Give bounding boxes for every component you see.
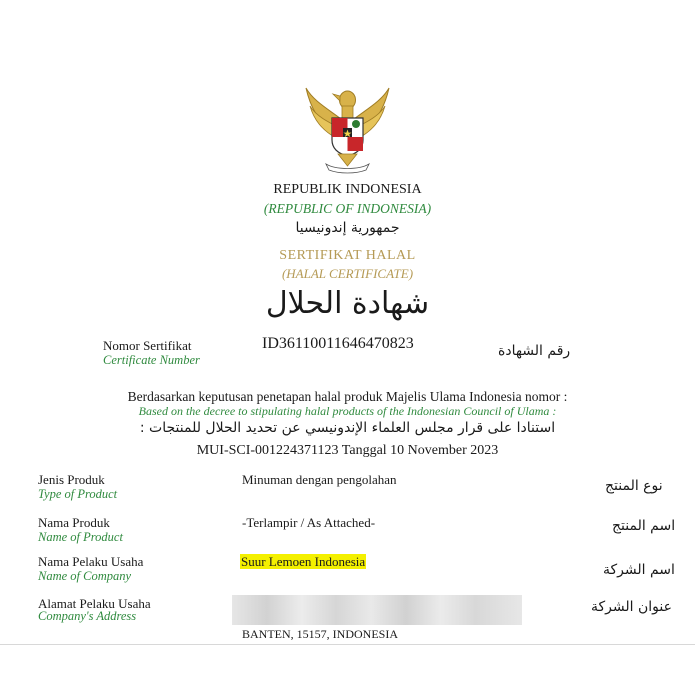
certificate-number-label-en: Certificate Number xyxy=(103,353,200,367)
certificate-number: ID36110011646470823 xyxy=(262,335,414,352)
company-name-label-ar: اسم الشركة xyxy=(603,562,675,578)
country-title: REPUBLIK INDONESIA xyxy=(273,182,422,197)
decree-text-en: Based on the decree to stipulating halal products of the Indonesian Council of Ulama : xyxy=(138,404,557,418)
certificate-title: SERTIFIKAT HALAL xyxy=(279,248,416,263)
company-address-label: Alamat Pelaku Usaha xyxy=(38,596,151,611)
certificate-title-ar: شهادة الحلال xyxy=(265,286,430,321)
certificate-title-en: (HALAL CERTIFICATE) xyxy=(281,266,414,281)
product-type-label-en: Type of Product xyxy=(38,487,118,501)
decree-text: Berdasarkan keputusan penetapan halal produk Majelis Ulama Indonesia nomor : xyxy=(127,389,568,404)
company-address-label-ar: عنوان الشركة xyxy=(591,599,672,615)
product-name-value: -Terlampir / As Attached- xyxy=(242,515,376,530)
address-redacted-blur xyxy=(232,595,522,625)
product-name-label: Nama Produk xyxy=(38,515,110,530)
product-name-label-ar: اسم المنتج xyxy=(612,518,676,534)
company-address-label-en: Company's Address xyxy=(38,609,137,623)
product-name-label-en: Name of Product xyxy=(38,530,123,544)
certificate-number-label: Nomor Sertifikat xyxy=(103,338,192,353)
garuda-emblem-icon xyxy=(300,80,395,175)
decree-reference: MUI-SCI-001224371123 Tanggal 10 November 2023 xyxy=(196,443,499,458)
product-type-label: Jenis Produk xyxy=(38,472,105,487)
company-address-value: BANTEN, 15157, INDONESIA xyxy=(242,627,398,641)
country-title-ar: جمهورية إندونيسيا xyxy=(295,220,400,236)
country-title-en: (REPUBLIC OF INDONESIA) xyxy=(263,201,432,216)
certificate-number-label-ar: رقم الشهادة xyxy=(498,343,571,359)
product-type-label-ar: نوع المنتج xyxy=(605,478,663,494)
company-name-highlight: Suur Lemoen Indonesia xyxy=(241,554,366,569)
page-divider xyxy=(0,644,695,645)
product-type-value: Minuman dengan pengolahan xyxy=(242,472,397,487)
company-name-label: Nama Pelaku Usaha xyxy=(38,554,144,569)
company-name-value xyxy=(240,554,366,570)
decree-text-ar: استنادا على قرار مجلس العلماء الإندونيسي عن تحديد الحلال للمنتجات : xyxy=(139,420,556,436)
company-name-label-en: Name of Company xyxy=(38,569,132,583)
